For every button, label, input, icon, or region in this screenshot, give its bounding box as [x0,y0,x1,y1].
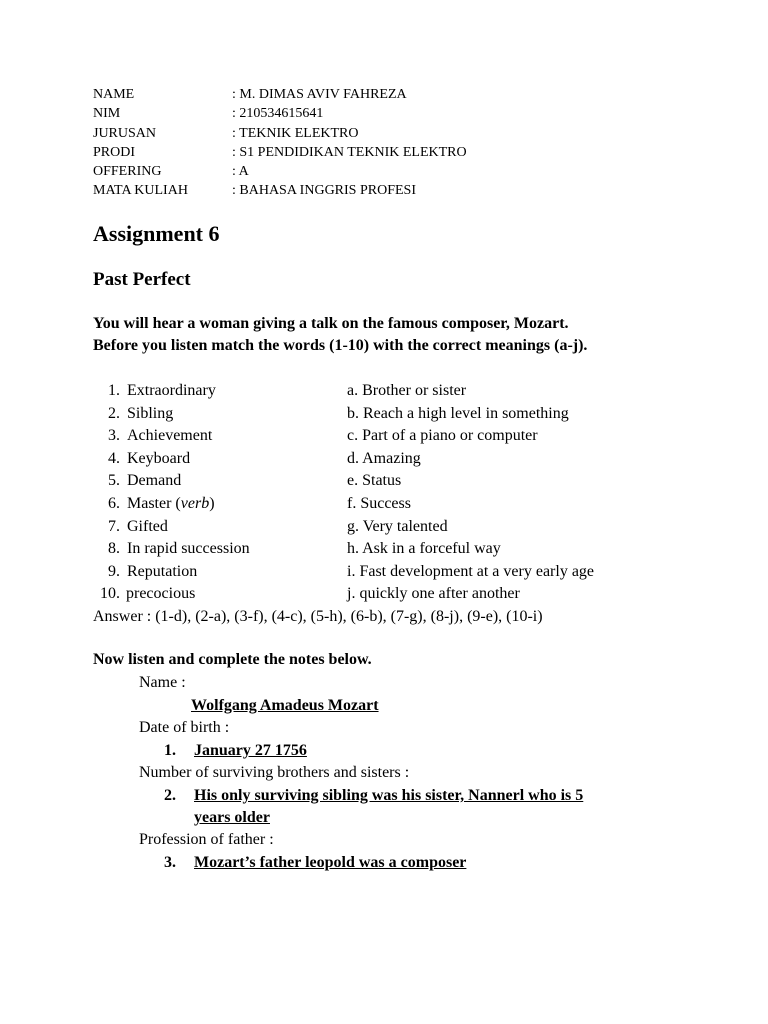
matching-exercise [0,380,768,610]
meaning-text: a. Brother or sister [347,382,467,399]
meaning-text: i. Fast development at a very early age [347,562,595,580]
meaning-text: e. Status [347,472,402,490]
name-answer: Wolfgang Amadeus Mozart [191,697,379,714]
meaning-text: f. Success [347,495,411,512]
info-value: : 210534615641 [232,106,324,121]
instructions-line-2: Before you listen match the words (1-10) with the correct meanings (a-j). [93,337,588,354]
student-info-header [0,85,768,200]
meaning-text: h. Ask in a forceful way [347,540,501,558]
word-number: 7. [108,517,120,535]
q3-answer: Mozart’s father leopold was a composer [194,854,467,871]
word-text: Demand [127,472,182,490]
info-key: PRODI [93,144,136,160]
info-value: : TEKNIK ELEKTRO [232,125,359,141]
info-key: NIM [93,106,121,121]
word-number: 3. [108,427,120,445]
word-italic-note: verb [180,495,210,512]
dob-label: Date of birth : [139,719,230,736]
info-key: MATA KULIAH [93,183,188,198]
meaning-text: g. Very talented [347,517,448,535]
word-number: 4. [108,449,120,467]
word-number: 10. [100,585,120,603]
word-text: precocious [126,585,196,603]
word-text-master [127,493,215,516]
word-number: 6. [108,495,120,512]
word-text: Reputation [127,562,198,580]
q2-answer-line-1: His only surviving sibling was his sister, Nannerl who is 5 [194,787,584,804]
info-value: : S1 PENDIDIKAN TEKNIK ELEKTRO [232,144,467,160]
answer-key: Answer : (1-d), (2-a), (3-f), (4-c), (5-h), (6-b), (7-g), (8-j), (9-e), (10-i) [93,608,543,625]
q1-answer: January 27 1756 [194,742,307,759]
word-text: Sibling [127,404,174,422]
word-text: Gifted [127,517,168,535]
info-key: NAME [93,87,135,102]
q2-answer-line-2: years older [194,809,270,826]
word-main: Master ( [127,495,181,512]
word-text: Achievement [127,427,213,445]
instructions-line-1: You will hear a woman giving a talk on the famous composer, Mozart. [93,315,569,332]
word-number: 8. [108,540,120,558]
meaning-text: j. quickly one after another [347,585,520,603]
notes-heading: Now listen and complete the notes below. [93,651,372,668]
word-text: Extraordinary [127,382,216,399]
info-key: OFFERING [93,164,162,179]
word-number: 5. [108,472,120,490]
info-key: JURUSAN [93,125,157,141]
q1-number: 1. [164,742,176,759]
page-title: Assignment 6 [93,221,220,246]
word-number: 2. [108,404,120,422]
word-text: In rapid succession [127,540,250,558]
father-label: Profession of father : [139,831,274,848]
info-value: : A [232,164,249,179]
siblings-label: Number of surviving brothers and sisters : [139,764,410,781]
word-text: Keyboard [127,449,191,467]
section-subtitle: Past Perfect [93,269,191,290]
q3-number: 3. [164,854,176,871]
meaning-text: d. Amazing [347,449,421,467]
word-number: 9. [108,562,120,580]
info-value: : M. DIMAS AVIV FAHREZA [232,87,407,102]
name-label: Name : [139,674,186,691]
meaning-text: b. Reach a high level in something [347,404,569,422]
word-close-paren: ) [209,495,215,512]
q2-number: 2. [164,787,176,804]
meaning-text: c. Part of a piano or computer [347,427,538,445]
info-value: : BAHASA INGGRIS PROFESI [232,183,416,198]
word-number: 1. [108,382,120,399]
